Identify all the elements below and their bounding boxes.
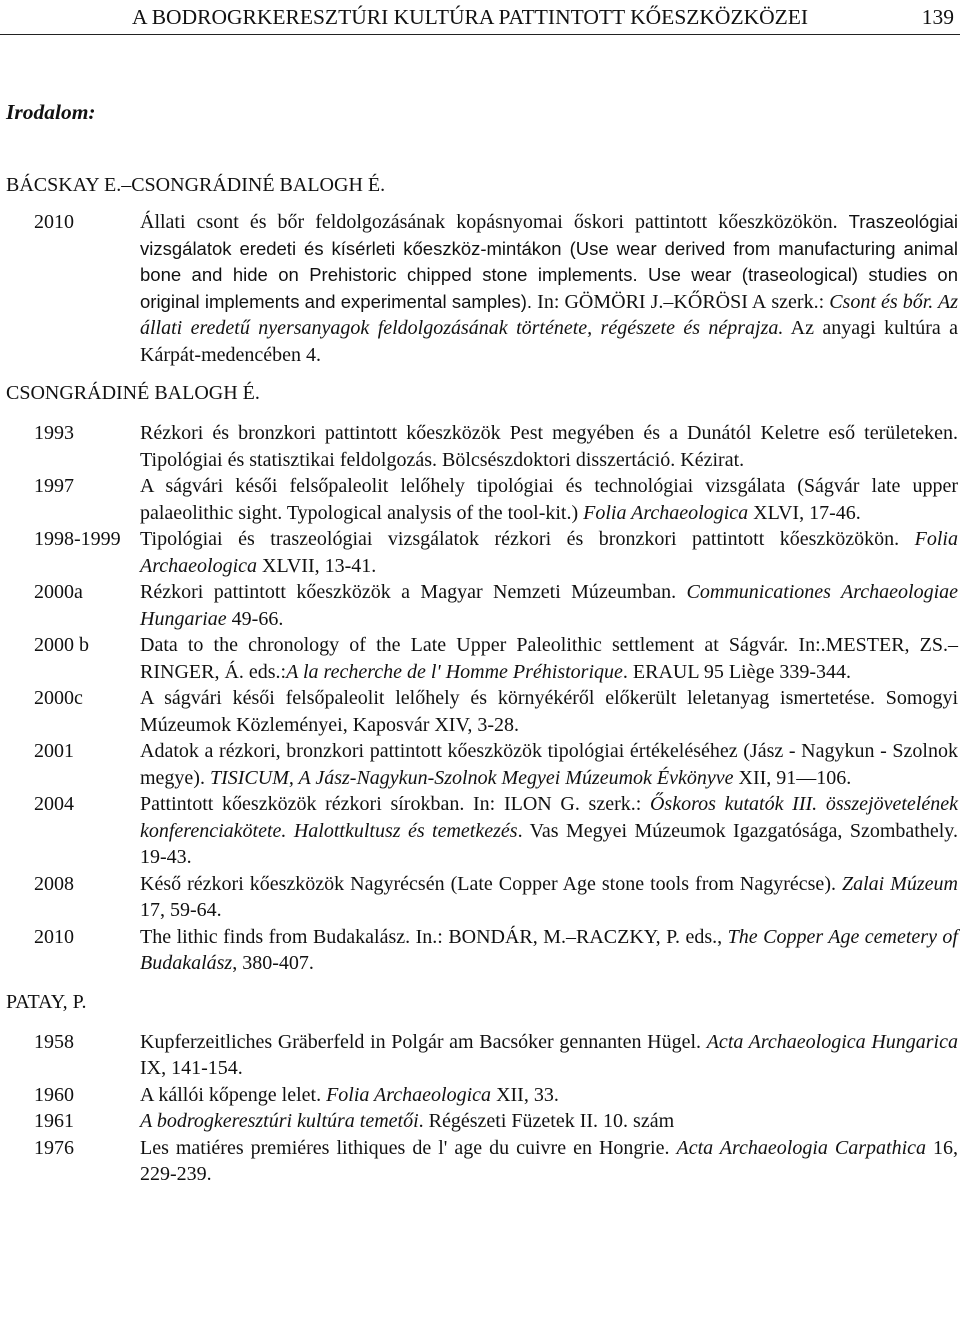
- entry-text: [140, 871, 958, 924]
- entry-english-title: Traszeológiai vizsgálatok eredeti és kísérleti kőeszköz-mintákon (Use wear derived from manufacturing animal bone and hide on Prehistoric chipped stone implements. Use wear (traseological) studies on original implements and experimental samples).: [140, 211, 958, 312]
- bibliography-entry: [6, 1108, 958, 1135]
- entry-text-fragment: In:: [532, 290, 565, 313]
- entry-volume: , 380-407.: [232, 952, 314, 974]
- entry-year: 1997: [34, 475, 74, 497]
- entry-text: [140, 632, 958, 685]
- entry-volume: XLVI, 17-46.: [748, 501, 861, 524]
- entry-editors: BONDÁR, M.–RACZKY, P.: [448, 925, 681, 948]
- entry-volume: 17, 59-64.: [140, 899, 222, 921]
- entry-volume: IX, 141-154.: [140, 1057, 243, 1079]
- entry-volume: XII, 91—106.: [733, 766, 852, 789]
- entry-text: [140, 1029, 958, 1082]
- entry-journal: TISICUM, A Jász-Nagykun-Szolnok Megyei Múzeumok Évkönyve: [209, 766, 734, 789]
- author-heading: BÁCSKAY E.–CSONGRÁDINÉ BALOGH É.: [6, 174, 386, 196]
- bibliography-entry: [6, 579, 958, 632]
- entry-year: 1958: [34, 1030, 74, 1053]
- entry-year: 2000a: [34, 581, 83, 603]
- entry-title: A kállói kőpenge lelet.: [140, 1083, 327, 1106]
- bibliography-entry: [6, 685, 958, 738]
- entry-title: Data to the chronology of the Late Upper Paleolithic settlement at Ságvár. In:.: [140, 634, 826, 656]
- bibliography-entry: [6, 1029, 958, 1082]
- bibliography-entry: [6, 632, 958, 685]
- entry-text: [140, 473, 958, 526]
- bibliography: [6, 172, 958, 1188]
- entry-title: Kupferzeitliches Gräberfeld in Polgár am Bacsóker gennanten Hügel.: [140, 1030, 707, 1053]
- entry-text: [140, 1082, 958, 1109]
- entry-journal: Folia Archaeologica: [140, 528, 958, 577]
- entry-title: Pattintott kőeszközök rézkori sírokban. In:: [140, 793, 504, 815]
- entry-year: 2004: [34, 793, 74, 815]
- entry-series: Az anyagi kultúra a Kárpát-medencében 4.: [140, 317, 958, 366]
- entry-title: Késő rézkori kőeszközök Nagyrécsén (Late Copper Age stone tools from Nagyrécse).: [140, 872, 842, 895]
- entry-year: 2000c: [34, 687, 83, 709]
- entry-title: Adatok a rézkori, bronzkori pattintott kőeszközök tipológiai értékeléséhez (Jász - Nagykun - Szolnok megye).: [140, 740, 958, 789]
- entry-year: 2010: [34, 211, 74, 233]
- entry-title: Állati csont és bőr feldolgozásának kopásnyomai őskori pattintott kőeszközökön.: [140, 211, 849, 233]
- entry-text-fragment: eds.,: [680, 925, 728, 948]
- entry-year: 1961: [34, 1110, 74, 1132]
- entry-text: [140, 526, 958, 579]
- entry-year: 2010: [34, 925, 74, 948]
- page-number: 139: [921, 5, 954, 29]
- page-header: [0, 0, 960, 35]
- entry-book-title: A la recherche de l' Homme Préhistorique: [286, 660, 623, 683]
- running-title: A BODROGRKERESZTÚRI KULTÚRA PATTINTOTT KŐESZKÖZKÖZEI: [132, 5, 809, 29]
- entry-volume: 16, 229-239.: [140, 1136, 959, 1185]
- entry-editors: ILON G.: [503, 793, 580, 815]
- bibliography-entry: [6, 209, 958, 368]
- entry-text: [140, 579, 958, 632]
- entry-text: [140, 209, 958, 368]
- entry-title: Les matiéres premiéres lithiques de l' age du cuivre en Hongrie.: [140, 1136, 677, 1159]
- bibliography-entry: [6, 420, 958, 473]
- entry-journal: Communicationes Archaeologiae Hungariae: [140, 581, 959, 630]
- entry-journal: Acta Archaeologia Carpathica: [676, 1136, 927, 1159]
- bibliography-entry: [6, 1135, 958, 1188]
- entry-text: [140, 738, 958, 791]
- entry-year: 1993: [34, 422, 74, 444]
- entry-title: Tipológiai és traszeológiai vizsgálatok rézkori és bronzkori pattintott kőeszközökön.: [140, 528, 915, 550]
- bibliography-entry: [6, 924, 958, 977]
- entry-text: [140, 924, 958, 977]
- entry-volume: . ERAUL 95 Liège 339-344.: [622, 660, 852, 683]
- entry-series: . Régészeti Füzetek II. 10. szám: [418, 1110, 675, 1132]
- bibliography-entry: [6, 1082, 958, 1109]
- entry-text-fragment: szerk.:: [579, 793, 650, 815]
- entry-journal: Folia Archaeologica: [326, 1083, 492, 1106]
- bibliography-entry: [6, 871, 958, 924]
- entry-text: [140, 1135, 958, 1188]
- entry-title: The lithic finds from Budakalász. In.:: [140, 925, 449, 948]
- entry-journal: Zalai Múzeum: [841, 872, 958, 895]
- author-heading: CSONGRÁDINÉ BALOGH É.: [6, 382, 260, 404]
- entry-text: Rézkori és bronzkori pattintott kőeszközök Pest megyében és a Dunától Keletre eső területeken. Tipológiai és statisztikai feldolgozás. Bölcsészdoktori disszertáció. Kézirat.: [140, 422, 958, 471]
- entry-title: A ságvári késői felsőpaleolit lelőhely tipológiai és technológiai vizsgálata (Ságvár late upper palaeolithic sight. Typological analysis of the tool-kit.): [140, 475, 958, 524]
- entry-year: 2000 b: [34, 634, 89, 656]
- entry-book-title: Őskoros kutatók III. összejövetelének konferenciakötete. Halottkultusz és temetkezés: [140, 793, 958, 842]
- entry-year: 1998-1999: [34, 528, 121, 550]
- entry-volume: XII, 33.: [491, 1083, 559, 1106]
- section-heading: Irodalom:: [6, 100, 96, 124]
- entry-text-fragment: szerk.:: [766, 290, 830, 313]
- entry-year: 2008: [34, 872, 74, 895]
- entry-title: Rézkori pattintott kőeszközök a Magyar Nemzeti Múzeumban.: [140, 581, 687, 603]
- entry-editors: GÖMÖRI J.–KŐRÖSI A: [564, 290, 767, 313]
- entry-text-fragment: eds.:: [243, 660, 287, 683]
- entry-year: 1976: [34, 1136, 74, 1159]
- entry-text: [140, 791, 958, 871]
- entry-year: 1960: [34, 1083, 74, 1106]
- entry-text: A ságvári késői felsőpaleolit lelőhely és környékéről előkerült leletanyag ismertetése. Somogyi Múzeumok Közleményei, Kaposvár XIV, 3-28.: [140, 687, 958, 736]
- entry-book-title: A bodrogkeresztúri kultúra temetői: [140, 1110, 419, 1132]
- author-heading: PATAY, P.: [6, 990, 87, 1013]
- entry-journal: Folia Archaeologica: [583, 501, 749, 524]
- entry-journal: Acta Archaeologica Hungarica: [706, 1030, 958, 1053]
- entry-book-title: The Copper Age cemetery of Budakalász: [140, 925, 958, 974]
- bibliography-entry: [6, 791, 958, 871]
- entry-volume: . Vas Megyei Múzeumok Igazgatósága, Szombathely. 19-43.: [140, 819, 958, 868]
- entry-volume: XLVII, 13-41.: [257, 554, 377, 577]
- bibliography-entry: [6, 526, 958, 579]
- entry-year: 2001: [34, 740, 74, 762]
- entry-book-title: Csont és bőr. Az állati eredetű nyersanyagok feldolgozásának története, régészete és néprajza.: [140, 290, 958, 339]
- bibliography-entry: [6, 738, 958, 791]
- entry-volume: 49-66.: [226, 607, 284, 630]
- entry-editors: MESTER, ZS.–RINGER, Á.: [140, 634, 958, 683]
- entry-text: [140, 1108, 958, 1135]
- bibliography-entry: [6, 473, 958, 526]
